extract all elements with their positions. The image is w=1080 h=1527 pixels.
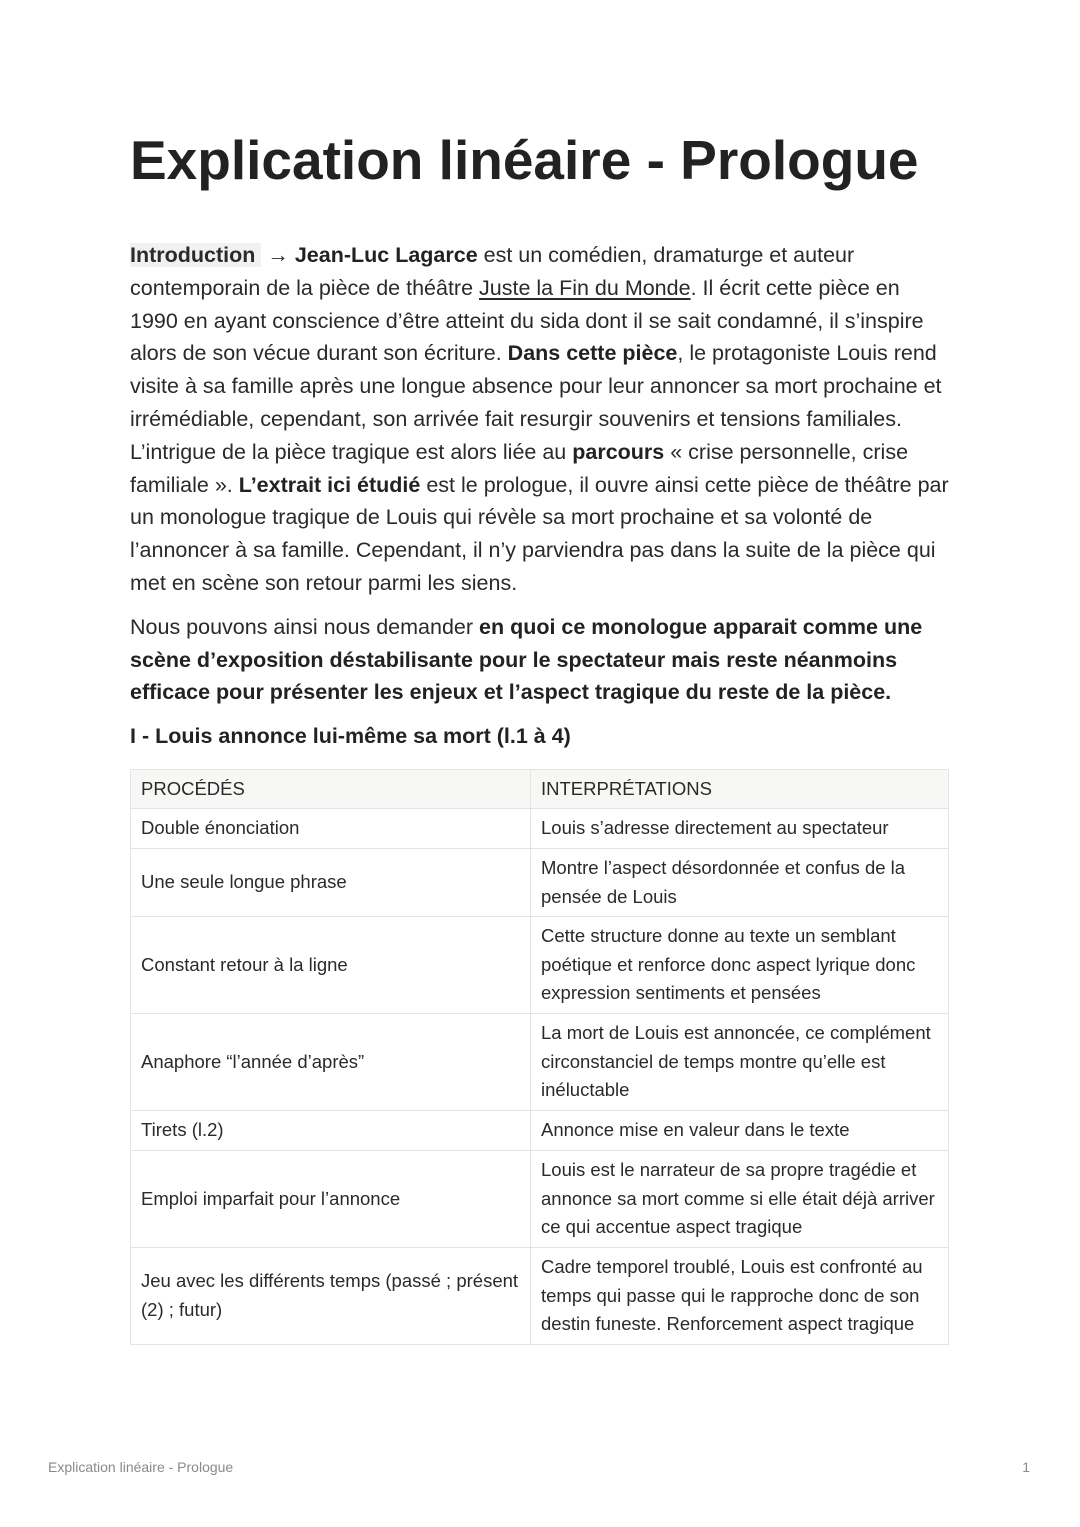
author-name: Jean-Luc Lagarce xyxy=(294,243,478,267)
intro-text: est le prologue, il ouvre ainsi cette pièce de théâtre par un monologue tragique de Louis qui révèle sa mort prochaine et sa volonté de l’annoncer à sa famille. Cependant, il n’y parviendra pas dans la suite de la pièce qui met en scène son retour parmi les siens. xyxy=(130,472,949,595)
document-body xyxy=(130,239,950,753)
introduction-label: Introduction xyxy=(130,243,261,267)
question-bold: en quoi ce monologue apparait comme une scène d’exposition déstabilisante pour le spectateur mais reste néanmoins efficace pour présenter les enjeux et l’aspect tragique du reste de la pièce. xyxy=(130,614,923,705)
page-title: Explication linéaire - Prologue xyxy=(130,129,919,191)
column-header-procedes: PROCÉDÉS xyxy=(131,770,531,809)
page-number: 1 xyxy=(1022,1459,1030,1475)
table-row xyxy=(131,809,949,849)
procede-cell: Double énonciation xyxy=(131,809,531,849)
intro-text: , le protagoniste Louis rend visite à sa famille après une longue absence pour leur annoncer sa mort prochaine et irrémédiable, cependant, son arrivée fait resurgir souvenirs et tensions familiales. L’intrigue de la pièce tragique est alors liée au xyxy=(130,341,942,464)
analysis-table xyxy=(130,769,949,1345)
problematique-paragraph xyxy=(130,611,950,709)
introduction-paragraph xyxy=(130,239,950,600)
procede-cell: Tirets (l.2) xyxy=(131,1111,531,1151)
intro-text: est un comédien, dramaturge et auteur contemporain de la pièce de théâtre xyxy=(130,243,855,300)
procede-cell: Constant retour à la ligne xyxy=(131,917,531,1014)
table-header-row xyxy=(131,770,949,809)
table-row xyxy=(131,917,949,1014)
procede-cell: Une seule longue phrase xyxy=(131,849,531,917)
interpretation-cell: Louis est le narrateur de sa propre tragédie et annonce sa mort comme si elle était déjà arriver ce qui accentue aspect tragique xyxy=(531,1151,949,1248)
play-title-link[interactable]: Juste la Fin du Monde xyxy=(479,275,691,300)
table-row xyxy=(131,849,949,917)
procede-cell: Emploi imparfait pour l’annonce xyxy=(131,1151,531,1248)
intro-bold: parcours xyxy=(572,439,665,464)
procede-cell: Anaphore “l’année d’après” xyxy=(131,1014,531,1111)
interpretation-cell: Louis s’adresse directement au spectateur xyxy=(531,809,949,849)
arrow-icon: → xyxy=(261,243,295,267)
table-row xyxy=(131,1014,949,1111)
intro-bold: L’extrait ici étudié xyxy=(238,472,421,497)
footer-document-title: Explication linéaire - Prologue xyxy=(48,1459,234,1475)
procede-cell: Jeu avec les différents temps (passé ; présent (2) ; futur) xyxy=(131,1248,531,1345)
interpretation-cell: La mort de Louis est annoncée, ce complément circonstanciel de temps montre qu’elle est inéluctable xyxy=(531,1014,949,1111)
interpretation-cell: Montre l’aspect désordonnée et confus de la pensée de Louis xyxy=(531,849,949,917)
table-row xyxy=(131,1248,949,1345)
intro-text: . Il écrit cette pièce en 1990 en ayant conscience d’être atteint du sida dont il se sait condamné, il s’inspire alors de son vécue durant son écriture. xyxy=(130,275,924,366)
section-heading: I - Louis annonce lui-même sa mort (l.1 à 4) xyxy=(130,724,571,749)
question-text: Nous pouvons ainsi nous demander xyxy=(130,614,479,639)
interpretation-cell: Cadre temporel troublé, Louis est confronté au temps qui passe qui le rapproche donc de son destin funeste. Renforcement aspect tragique xyxy=(531,1248,949,1345)
table-row xyxy=(131,1151,949,1248)
column-header-interpretations: INTERPRÉTATIONS xyxy=(531,770,949,809)
interpretation-cell: Annonce mise en valeur dans le texte xyxy=(531,1111,949,1151)
interpretation-cell: Cette structure donne au texte un semblant poétique et renforce donc aspect lyrique donc expression sentiments et pensées xyxy=(531,917,949,1014)
intro-bold: Dans cette pièce xyxy=(507,341,678,366)
intro-text: « crise personnelle, crise familiale ». xyxy=(130,439,909,497)
table-row xyxy=(131,1111,949,1151)
